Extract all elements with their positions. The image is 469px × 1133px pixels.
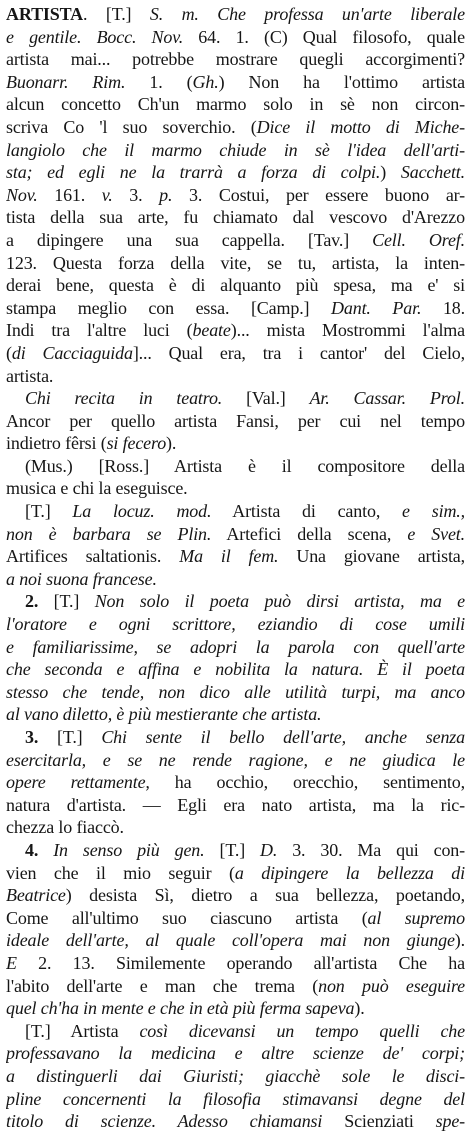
italic-text: non è barbara se Plin. (6, 523, 212, 544)
bold-text: ARTISTA (6, 4, 84, 24)
roman-text: 2. 13. Similemente operando all'artista Che ha (16, 952, 465, 973)
roman-text: [T.] (204, 839, 261, 860)
text-line (6, 703, 465, 726)
text-line (6, 1020, 465, 1043)
italic-text: quel ch'ha in mente e che in età più ferma sapeva (6, 998, 355, 1019)
roman-text: [Val.] (222, 388, 310, 409)
roman-text: vien che il mio seguir ( (6, 862, 235, 883)
roman-text: scriva Co 'l suo soverchio. ( (6, 116, 257, 137)
text-line (6, 929, 465, 952)
italic-text: stesso che tende, non dico alle utilità turpi, ma anco (6, 681, 465, 702)
roman-text: Artefici della scena, (211, 523, 408, 544)
roman-text: l'abito dell'arte e man che trema ( (6, 975, 319, 996)
italic-text: Ma il fem. (179, 546, 279, 567)
roman-text: chezza lo fiaccò. (6, 817, 124, 838)
italic-text: Sacchett. (400, 162, 465, 183)
text-line (6, 658, 465, 681)
italic-text: a dipingere la bellezza di (234, 862, 465, 883)
italic-text: l'oratore e ogni scrittore, eziandio di cose umili (6, 614, 465, 635)
bold-text: 4. (25, 839, 39, 860)
italic-text: Ar. Cassar. Prol. (309, 388, 465, 409)
text-line (6, 116, 465, 139)
text-line (6, 613, 465, 636)
roman-text: )... mista Mostrommi l'alma (230, 320, 465, 341)
text-line (6, 997, 465, 1020)
italic-text: così dicevansi un tempo quelli che (139, 1020, 465, 1041)
text-line (6, 794, 465, 817)
text-line (6, 71, 465, 94)
italic-text: al vano diletto, è più mestierante che artista. (6, 704, 322, 725)
italic-text: titolo di scienze. Adesso chiamansi (6, 1111, 323, 1132)
text-line (6, 342, 465, 365)
text-line (6, 545, 465, 568)
text-line (6, 1110, 465, 1133)
text-line (6, 907, 465, 930)
roman-text: stampa meglio con essa. [Camp.] (6, 297, 332, 318)
roman-text: 3. 30. Ma qui con- (277, 839, 465, 860)
text-line (6, 681, 465, 704)
italic-text: D. (260, 839, 278, 860)
roman-text: artista. (6, 365, 54, 386)
text-line (6, 319, 465, 342)
roman-text: [T.] (38, 591, 95, 612)
italic-text: S. m. Che professa un'arte liberale (149, 4, 465, 24)
italic-text: che seconda e affina e nobilita la natura. È il poeta (6, 659, 465, 680)
roman-text: Artifices saltationis. (6, 546, 180, 567)
italic-text: sta; ed egli ne la trarrà a forza di colpi. (6, 162, 381, 183)
italic-text: La locuz. mod. (72, 501, 212, 522)
roman-text: 123. Questa forza della vite, se tu, artista, la inten- (6, 252, 465, 273)
italic-text: Nov. (6, 184, 38, 205)
italic-text: Dant. Par. (331, 297, 422, 318)
italic-text: e familiarissime, se adopri la parola con quell'arte (6, 636, 465, 657)
italic-text: a noi suona francese. (6, 568, 157, 589)
text-line (6, 387, 465, 410)
roman-text: Scienziati (322, 1111, 436, 1132)
italic-text: ideale dell'arte, al quale coll'opera mai non giunge (6, 930, 455, 951)
roman-text: [T.] (38, 727, 102, 747)
italic-text: di Cacciaguida (11, 342, 133, 363)
text-line (6, 3, 465, 26)
text-line (6, 500, 465, 523)
italic-text: Dice il motto di Miche- (256, 116, 465, 137)
roman-text: alcun concetto Ch'un marmo solo in sè non circon- (6, 94, 465, 115)
roman-text: derai bene, questa è di alquanto più spesa, ma e' si (6, 275, 465, 296)
text-line (6, 229, 465, 252)
text-line (6, 410, 465, 433)
roman-text: artista mai... potrebbe mostrare quegli accorgimenti? (6, 49, 465, 70)
roman-text: 161. (37, 184, 102, 205)
italic-text: Buonarr. Rim. (6, 71, 126, 92)
roman-text: ) desista Sì, dietro a sua bellezza, poetando, (65, 885, 465, 906)
roman-text: . [T.] (83, 4, 150, 24)
italic-text: esercitarla, e se ne rende ragione, e ne giudica le (6, 749, 465, 770)
roman-text: ha occhio, orecchio, sentimento, (149, 772, 465, 793)
roman-text: Ancor per quello artista Fansi, per cui nel tempo (6, 410, 465, 431)
italic-text: Chi sente il bello dell'arte, anche senza (101, 727, 465, 747)
italic-text: Beatrice (6, 885, 66, 906)
text-line (6, 252, 465, 275)
roman-text: Come all'ultimo suo ciascuno artista ( (6, 907, 368, 928)
roman-text: Una giovane artista, (278, 546, 465, 567)
italic-text: Chi recita in teatro. (25, 388, 223, 409)
roman-text: Artista di canto, (211, 501, 403, 522)
roman-text: a dipingere una sua cappella. [Tav.] (6, 229, 373, 250)
roman-text: (Mus.) [Ross.] Artista è il compositore della (25, 455, 465, 476)
roman-text: ]... Qual era, tra i cantor' del Cielo, (132, 342, 465, 363)
text-line (6, 48, 465, 71)
text-line (6, 93, 465, 116)
italic-text: al supremo (367, 907, 465, 928)
text-line (6, 975, 465, 998)
roman-text: indietro fêrsi ( (6, 433, 107, 454)
italic-text: Cell. Oref. (372, 229, 465, 250)
text-line (6, 590, 465, 613)
text-line (6, 26, 465, 49)
roman-text: ). (354, 998, 365, 1019)
italic-text: E (6, 952, 17, 973)
roman-text: ) (380, 162, 401, 183)
text-line (6, 816, 465, 839)
roman-text: 3. (112, 184, 160, 205)
text-line (6, 726, 465, 749)
roman-text: 18. (421, 297, 465, 318)
text-line (6, 432, 465, 455)
italic-text: v. (101, 184, 113, 205)
roman-text: ). (454, 930, 465, 951)
italic-text: beate (192, 320, 231, 341)
text-line (6, 206, 465, 229)
roman-text: [T.] (25, 501, 73, 522)
italic-text: non può eseguire (318, 975, 465, 996)
roman-text: 64. 1. (C) Qual filosofo, quale (183, 26, 465, 47)
italic-text: In senso più gen. (53, 839, 205, 860)
text-line (6, 477, 465, 500)
text-line (6, 455, 465, 478)
text-line (6, 365, 465, 388)
text-line (6, 1065, 465, 1088)
text-line (6, 161, 465, 184)
roman-text: ). (166, 433, 177, 454)
italic-text: Gh. (192, 71, 219, 92)
bold-text: 3. (25, 727, 39, 747)
text-line (6, 862, 465, 885)
bold-text: 2. (25, 591, 39, 612)
text-line (6, 523, 465, 546)
italic-text: pline concernenti la filosofia stimavansi degne del (6, 1088, 465, 1109)
text-line (6, 1088, 465, 1111)
text-line (6, 636, 465, 659)
text-line (6, 839, 465, 862)
italic-text: a distinguerli dai Giuristi; giacchè sole le disci- (6, 1065, 465, 1086)
roman-text: [T.] Artista (25, 1020, 140, 1041)
italic-text: Non solo il poeta può dirsi artista, ma e (94, 591, 465, 612)
text-line (6, 1042, 465, 1065)
italic-text: e Svet. (407, 523, 465, 544)
roman-text: tista della sua arte, fu chiamato dal vescovo d'Arezzo (6, 207, 465, 228)
text-line (6, 952, 465, 975)
text-line (6, 274, 465, 297)
roman-text: musica e chi la eseguisce. (6, 478, 188, 499)
italic-text: si fecero (106, 433, 167, 454)
italic-text: langiolo che il marmo chiude in sè l'idea dell'arti- (6, 139, 465, 160)
text-line (6, 884, 465, 907)
roman-text: ( (6, 342, 12, 363)
roman-text: Indi tra l'altre luci ( (6, 320, 193, 341)
roman-text: natura d'artista. — Egli era nato artista, ma la ric- (6, 794, 465, 815)
italic-text: e gentile. Bocc. Nov. (6, 26, 184, 47)
roman-text: 1. ( (125, 71, 193, 92)
text-line (6, 771, 465, 794)
roman-text: 3. Costui, per essere buono ar- (172, 184, 465, 205)
roman-text (38, 840, 53, 860)
text-line (6, 184, 465, 207)
text-line (6, 139, 465, 162)
text-line (6, 297, 465, 320)
italic-text: e sim., (402, 501, 465, 522)
italic-text: spe- (435, 1111, 465, 1132)
roman-text: ) Non ha l'ottimo artista (218, 71, 465, 92)
text-line (6, 568, 465, 591)
text-line (6, 749, 465, 772)
italic-text: p. (159, 184, 173, 205)
italic-text: professavano la medicina e altre scienze de' corpi; (6, 1043, 465, 1064)
italic-text: opere rettamente, (6, 772, 150, 793)
